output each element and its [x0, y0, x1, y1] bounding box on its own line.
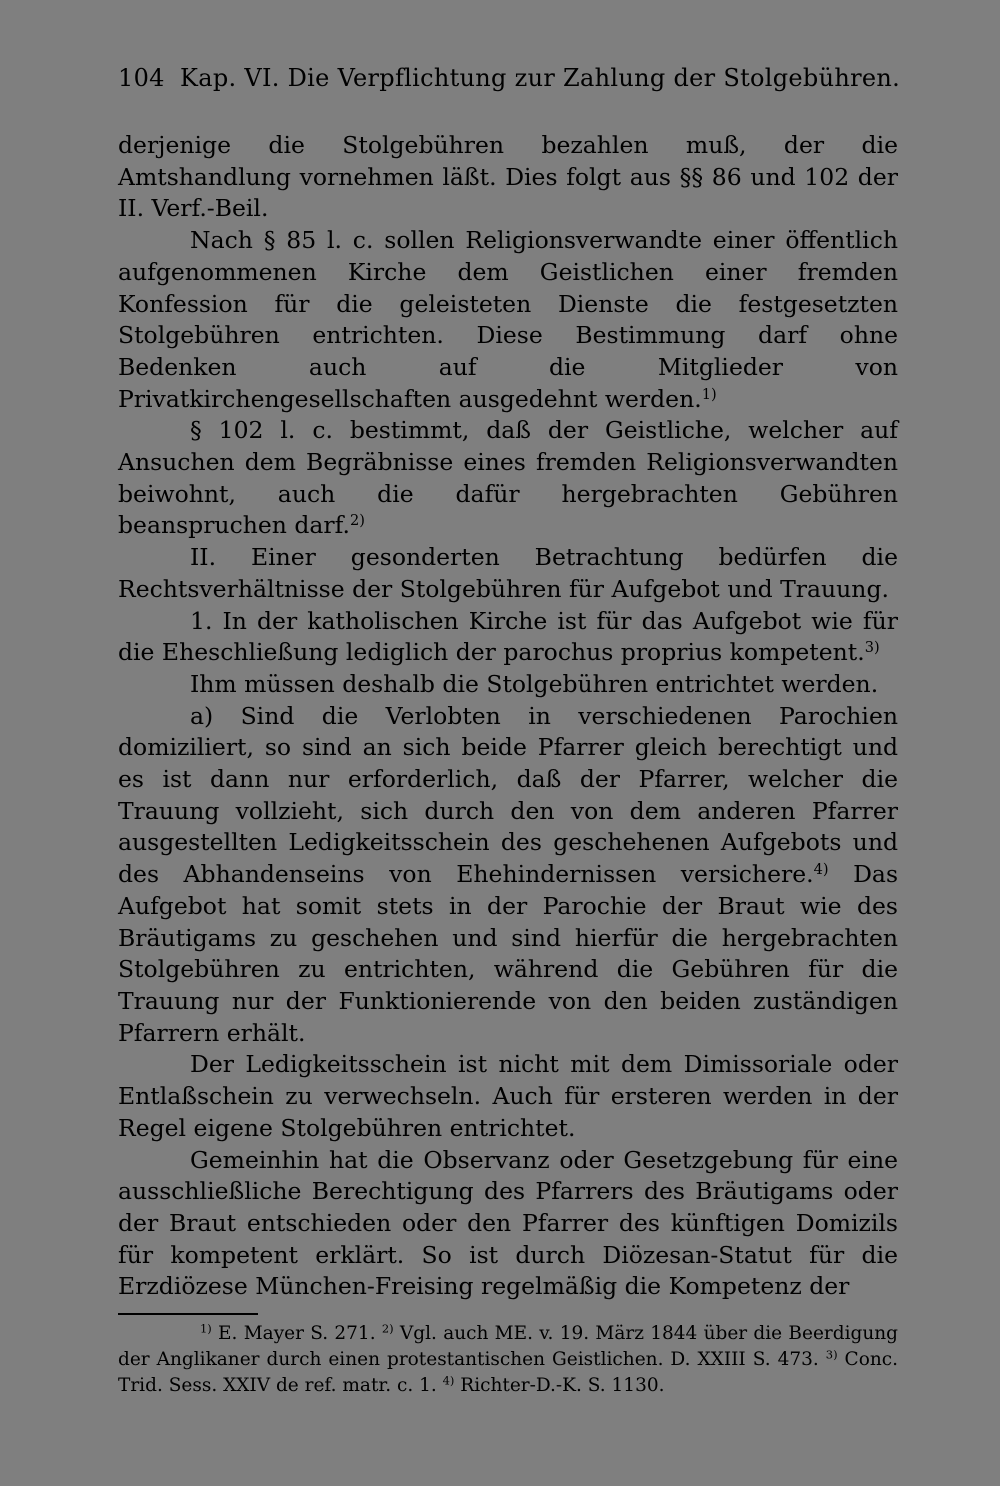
- paragraph-text: Der Ledigkeitsschein ist nicht mit dem Dimissoriale oder Entlaßschein zu verwechseln. Auch für ersteren werden in der Regel eigene Stolgebühren entrichtet.: [118, 1050, 898, 1142]
- paragraph: [118, 542, 898, 605]
- paragraph-text: Gemeinhin hat die Observanz oder Gesetzgebung für eine ausschließliche Berechtigung des Pfarrers des Bräutigams oder der Braut entschieden oder den Pfarrer des künftigen Domizils für kompetent erklärt. So ist durch Diözesan-Statut für die Erzdiözese München-Freising regelmäßig die Kompetenz der: [118, 1145, 898, 1301]
- footnote-ref: 2): [350, 512, 365, 530]
- paragraph-text: Ihm müssen deshalb die Stolgebühren entrichtet werden.: [190, 669, 879, 698]
- paragraph: [118, 415, 898, 542]
- footnote-ref: 3): [864, 639, 880, 657]
- paragraph-text: derjenige die Stolgebühren bezahlen muß, der die Amtshandlung vornehmen läßt. Dies folgt aus §§ 86 und 102 der II. Verf.-Beil.: [118, 131, 898, 223]
- paragraph-text: § 102 l. c. bestimmt, daß der Geistliche, welcher auf Ansuchen dem Begräbnisse eines fremden Religionsverwandten beiwohnt, auch die dafür hergebrachten Gebühren beanspruchen darf.: [118, 416, 898, 540]
- footnote-text: E. Mayer S. 271.: [211, 1323, 382, 1345]
- footnote-mark: 4): [442, 1373, 455, 1388]
- paragraph: [118, 225, 898, 415]
- running-title: Kap. VI. Die Verpflichtung zur Zahlung der Stolgebühren.: [180, 64, 901, 92]
- paragraph: [118, 1049, 898, 1144]
- footnote-ref: 1): [701, 385, 717, 403]
- footnote-mark: 3): [825, 1347, 838, 1362]
- paragraph: [118, 669, 898, 701]
- footnote-mark: 1): [200, 1321, 212, 1336]
- body-text: [118, 130, 898, 1303]
- paragraph: [118, 606, 898, 669]
- paragraph: [118, 701, 898, 1050]
- book-page: [118, 58, 901, 1399]
- footnotes: [118, 1321, 898, 1399]
- footnote-block: [118, 1321, 898, 1399]
- paragraph: [118, 1145, 898, 1304]
- paragraph-text: Nach § 85 l. c. sollen Religionsverwandte einer öffentlich aufgenommenen Kirche dem Geistlichen einer fremden Konfession für die geleisteten Dienste die festgesetzten Stolgebühren entrichten. Diese Bestimmung darf ohne Bedenken auch auf die Mitglieder von Privatkirchengesellschaften ausgedehnt werden.: [118, 226, 898, 413]
- paragraph: [118, 130, 898, 225]
- paragraph-text: a) Sind die Verlobten in verschiedenen Parochien domiziliert, so sind an sich beide Pfarrer gleich berechtigt und es ist dann nur erforderlich, daß der Pfarrer, welcher die Trauung vollzieht, sich durch den von dem anderen Pfarrer ausgestellten Ledigkeitsschein des geschehenen Aufgebots und des Abhandenseins von Ehehindernissen versichere.: [118, 701, 898, 889]
- paragraph-text: II. Einer gesonderten Betrachtung bedürfen die Rechtsverhältnisse der Stolgebühren für Aufgebot und Trauung.: [118, 543, 898, 603]
- paragraph-text-continued: Das Aufgebot hat somit stets in der Parochie der Braut wie des Bräutigams zu geschehen und sind hierfür die hergebrachten Stolgebühren zu entrichten, während die Gebühren für die Trauung nur der Funktionierende von den beiden zuständigen Pfarrern erhält.: [118, 860, 899, 1047]
- footnote-text: Richter-D.-K. S. 1130.: [454, 1375, 665, 1397]
- footnote-separator: [118, 1313, 258, 1315]
- footnote-text: Conc. Trid. Sess. XXIV de ref. matr. c. 1.: [118, 1349, 898, 1397]
- running-header: [118, 58, 901, 98]
- footnote-text: Vgl. auch ME. v. 19. März 1844 über die Beerdigung der Anglikaner durch einen protestantischen Geistlichen. D. XXIII S. 473.: [118, 1323, 899, 1371]
- footnote-ref: 4): [813, 861, 829, 879]
- paragraph-text: 1. In der katholischen Kirche ist für das Aufgebot wie für die Eheschließung lediglich der parochus proprius kompetent.: [118, 606, 898, 667]
- page-number: 104: [118, 64, 165, 92]
- footnote-mark: 2): [381, 1321, 394, 1336]
